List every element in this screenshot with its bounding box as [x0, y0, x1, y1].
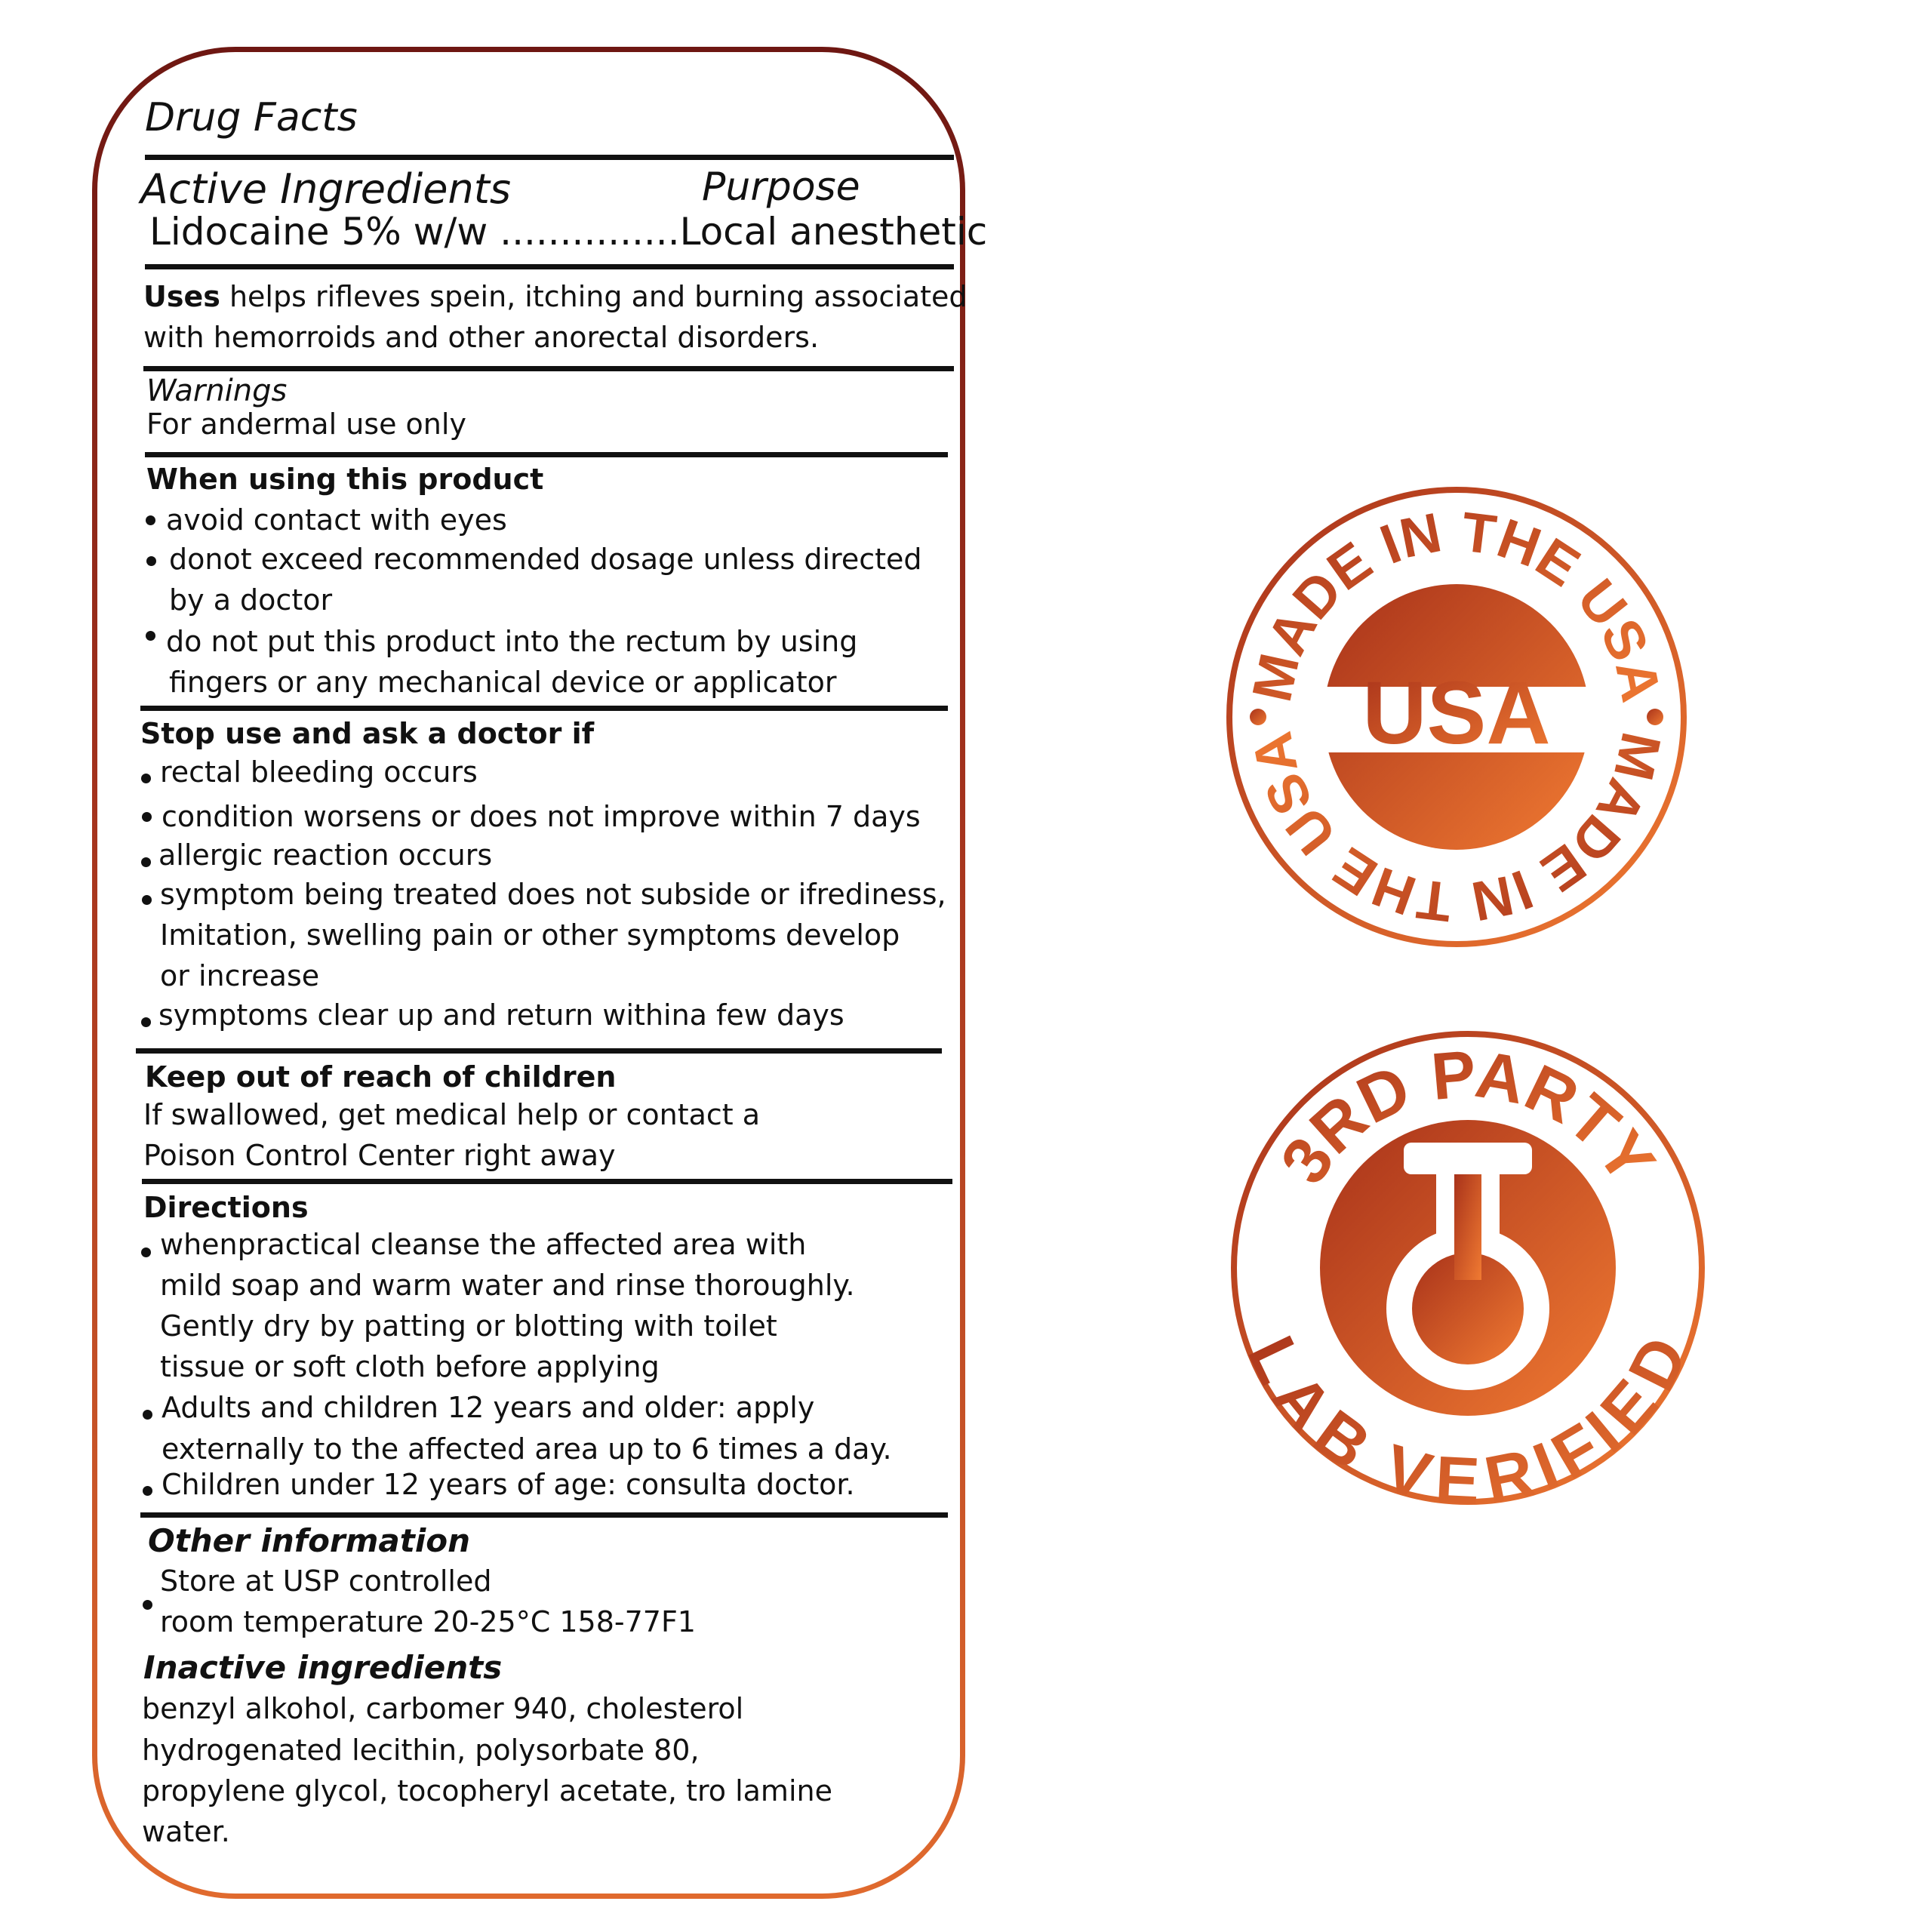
when-using-item-cont: fingers or any mechanical device or applicator [169, 666, 837, 699]
directions-item-cont: Gently dry by patting or blotting with toilet [160, 1309, 777, 1343]
stop-use-heading: Stop use and ask a doctor if [140, 717, 595, 750]
directions-heading: Directions [143, 1191, 309, 1224]
directions-item-cont: mild soap and warm water and rinse thoroughly. [160, 1269, 855, 1302]
stop-use-item-cont: Imitation, swelling pain or other symptoms develop [160, 918, 900, 952]
bullet [141, 1017, 151, 1027]
bullet [146, 631, 155, 641]
uses-line-1: Uses helps rifleves spein, itching and burning associated [143, 280, 968, 313]
directions-item-cont: tissue or soft cloth before applying [160, 1350, 660, 1383]
directions-item: whenpractical cleanse the affected area with [160, 1228, 807, 1261]
inactive-ingredients-line: hydrogenated lecithin, polysorbate 80, [142, 1734, 700, 1767]
keep-out-heading: Keep out of reach of children [145, 1060, 617, 1094]
directions-item: Children under 12 years of age: consulta doctor. [162, 1468, 855, 1501]
divider [143, 366, 954, 371]
divider [145, 155, 954, 160]
divider [145, 452, 948, 457]
stop-use-item: condition worsens or does not improve within 7 days [162, 800, 921, 833]
stop-use-item-cont: or increase [160, 959, 320, 992]
when-using-item-cont: by a doctor [169, 583, 333, 617]
uses-line-2: with hemorroids and other anorectal disorders. [143, 321, 820, 354]
inactive-ingredients-line: propylene glycol, tocopheryl acetate, tro lamine [142, 1774, 832, 1807]
keep-out-line: Poison Control Center right away [143, 1139, 616, 1172]
bullet [146, 556, 156, 566]
made-in-usa-top-arc: MADE IN THE USA [1240, 500, 1673, 707]
lab-verified-top-arc: 3RD PARTY [1266, 1035, 1670, 1197]
divider [136, 1048, 942, 1054]
bullet [142, 812, 152, 822]
directions-item-cont: externally to the affected area up to 6 times a day. [162, 1432, 892, 1466]
active-ingredient-line: Lidocaine 5% w/w ...............Local anesthetic [149, 210, 988, 254]
bullet [143, 1486, 152, 1496]
warnings-heading: Warnings [146, 374, 288, 408]
directions-item: Adults and children 12 years and older: apply [162, 1391, 815, 1424]
bullet [143, 1600, 152, 1610]
made-in-usa-badge [1223, 483, 1690, 951]
bullet [141, 857, 151, 867]
when-using-heading: When using this product [146, 463, 544, 496]
bullet [143, 1410, 152, 1420]
stop-use-item: symptoms clear up and return withina few days [158, 998, 844, 1032]
when-using-item: do not put this product into the rectum by using [166, 625, 858, 658]
divider [140, 706, 948, 711]
usa-center-text: USA [1362, 663, 1551, 763]
keep-out-line: If swallowed, get medical help or contact a [143, 1098, 761, 1131]
stop-use-item: rectal bleeding occurs [160, 755, 478, 789]
divider [142, 1179, 952, 1184]
inactive-ingredients-line: benzyl alkohol, carbomer 940, cholesterol [142, 1692, 744, 1725]
made-in-usa-seal [1223, 483, 1690, 951]
active-ingredients-heading: Active Ingredients [140, 165, 512, 213]
bullet [141, 774, 151, 783]
bullet [146, 515, 155, 525]
drug-facts-title: Drug Facts [145, 95, 358, 140]
inactive-ingredients-heading: Inactive ingredients [143, 1649, 503, 1686]
lab-verified-seal [1228, 1028, 1708, 1508]
purpose-heading: Purpose [702, 165, 860, 210]
inactive-ingredients-line: water. [142, 1815, 230, 1848]
divider [140, 1512, 948, 1518]
bullet [141, 1247, 151, 1257]
other-information-line: Store at USP controlled [160, 1564, 492, 1598]
warnings-text: For andermal use only [146, 408, 466, 441]
made-in-usa-bottom-arc: MADE IN THE USA [1240, 727, 1673, 934]
lab-verified-bottom-arc: LAB VERIFIED [1233, 1324, 1702, 1508]
lab-verified-badge [1228, 1028, 1708, 1508]
divider [145, 264, 954, 269]
uses-label: Uses [143, 280, 220, 313]
other-information-line: room temperature 20-25°C 158-77F1 [160, 1605, 696, 1638]
other-information-heading: Other information [148, 1522, 470, 1559]
stop-use-item: symptom being treated does not subside or ifrediness, [160, 878, 946, 911]
stop-use-item: allergic reaction occurs [158, 838, 493, 872]
bullet [142, 895, 152, 905]
when-using-item: avoid contact with eyes [166, 503, 507, 537]
when-using-item: donot exceed recommended dosage unless directed [169, 543, 922, 576]
